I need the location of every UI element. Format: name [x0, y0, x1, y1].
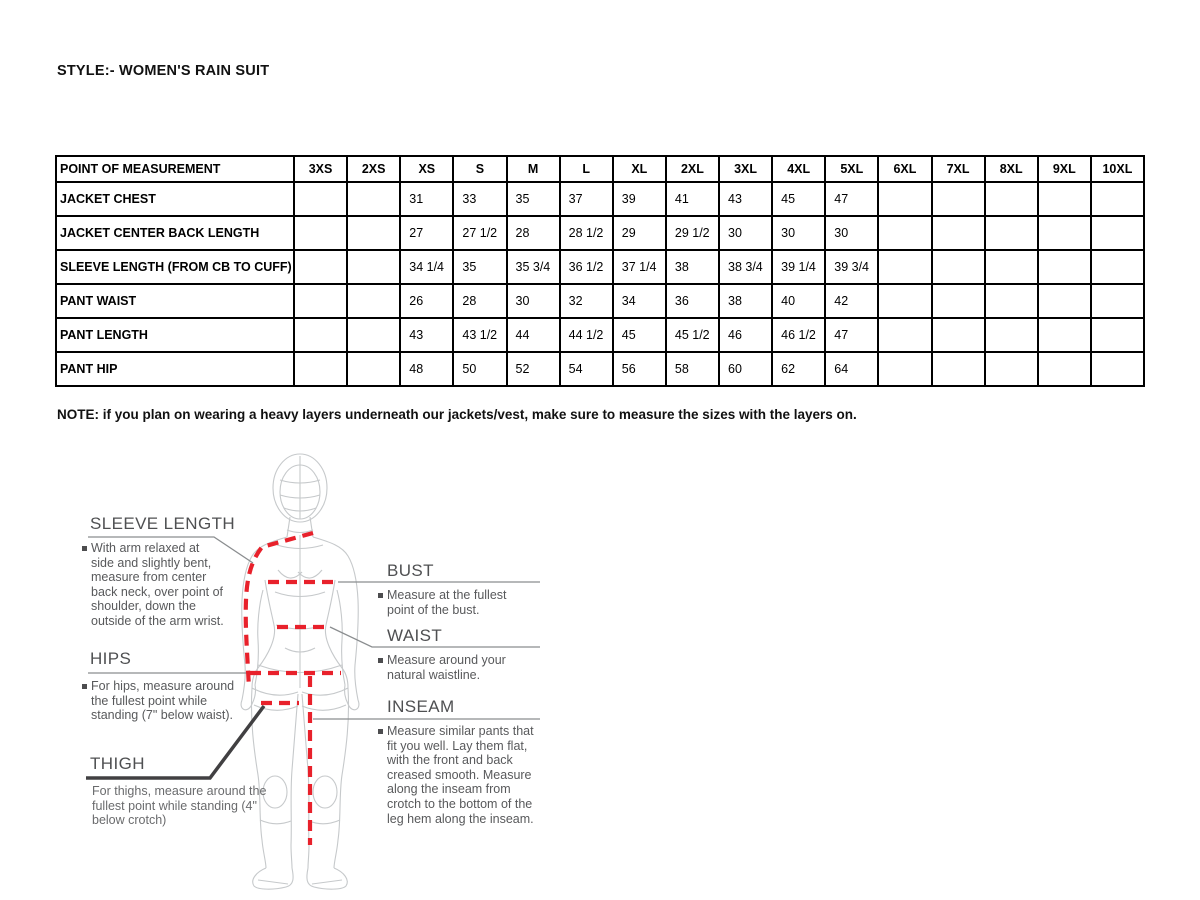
size-value-cell: 52 [507, 352, 560, 386]
size-value-cell: 56 [613, 352, 666, 386]
size-header-cell: 9XL [1038, 156, 1091, 182]
size-value-cell [1091, 352, 1144, 386]
size-value-cell: 60 [719, 352, 772, 386]
size-value-cell: 28 1/2 [560, 216, 613, 250]
size-value-cell: 47 [825, 182, 878, 216]
hips-heading: HIPS [90, 649, 132, 668]
size-value-cell: 30 [719, 216, 772, 250]
size-value-cell [878, 284, 931, 318]
bullet-square-icon [378, 593, 383, 598]
size-header-cell: 10XL [1091, 156, 1144, 182]
size-value-cell: 35 3/4 [507, 250, 560, 284]
size-value-cell [294, 352, 347, 386]
thigh-heading: THIGH [90, 754, 145, 773]
size-value-cell [878, 250, 931, 284]
thigh-description: For thighs, measure around the fullest point while standing (4" below crotch) [92, 784, 267, 828]
size-header-cell: 5XL [825, 156, 878, 182]
waist-description: Measure around your natural waistline. [378, 653, 530, 682]
row-label: SLEEVE LENGTH (FROM CB TO CUFF) [56, 250, 294, 284]
size-header-cell: 4XL [772, 156, 825, 182]
size-value-cell [347, 250, 400, 284]
size-value-cell: 29 1/2 [666, 216, 719, 250]
size-header-cell: L [560, 156, 613, 182]
size-value-cell [1091, 182, 1144, 216]
bullet-square-icon [82, 546, 87, 551]
size-value-cell: 58 [666, 352, 719, 386]
size-value-cell: 33 [453, 182, 506, 216]
size-header-cell: XL [613, 156, 666, 182]
size-value-cell: 30 [507, 284, 560, 318]
size-value-cell [347, 352, 400, 386]
size-value-cell [294, 250, 347, 284]
size-value-cell [932, 216, 985, 250]
table-row [56, 284, 1144, 318]
size-value-cell [1038, 352, 1091, 386]
size-value-cell: 45 [772, 182, 825, 216]
size-value-cell [985, 182, 1038, 216]
size-value-cell: 34 1/4 [400, 250, 453, 284]
row-label: JACKET CENTER BACK LENGTH [56, 216, 294, 250]
hips-description: For hips, measure around the fullest point while standing (7" below waist). [82, 679, 244, 723]
measurement-guide [0, 440, 700, 900]
size-value-cell [1038, 318, 1091, 352]
size-value-cell: 35 [453, 250, 506, 284]
size-value-cell [932, 318, 985, 352]
size-header-cell: 2XS [347, 156, 400, 182]
size-value-cell: 38 [666, 250, 719, 284]
size-value-cell [985, 352, 1038, 386]
size-value-cell [878, 216, 931, 250]
size-value-cell: 26 [400, 284, 453, 318]
inseam-heading: INSEAM [387, 697, 455, 716]
size-value-cell: 39 1/4 [772, 250, 825, 284]
size-value-cell [294, 216, 347, 250]
pom-header-cell: POINT OF MEASUREMENT [56, 156, 294, 182]
row-label: PANT HIP [56, 352, 294, 386]
size-value-cell [347, 318, 400, 352]
size-value-cell: 64 [825, 352, 878, 386]
size-value-cell [932, 284, 985, 318]
size-header-cell: 2XL [666, 156, 719, 182]
note-text: NOTE: if you plan on wearing a heavy layers underneath our jackets/vest, make sure to measure the sizes with the layers on. [57, 407, 857, 422]
size-header-cell: 3XL [719, 156, 772, 182]
size-value-cell [932, 182, 985, 216]
size-value-cell: 36 [666, 284, 719, 318]
size-value-cell: 28 [453, 284, 506, 318]
size-value-cell [294, 318, 347, 352]
size-value-cell [1091, 318, 1144, 352]
size-value-cell [294, 182, 347, 216]
sleeve-measure-line [246, 533, 313, 688]
size-value-cell: 37 1/4 [613, 250, 666, 284]
size-table [55, 155, 1145, 387]
table-row [56, 216, 1144, 250]
table-row [56, 182, 1144, 216]
size-header-cell: 7XL [932, 156, 985, 182]
size-value-cell: 45 1/2 [666, 318, 719, 352]
size-value-cell: 46 1/2 [772, 318, 825, 352]
size-value-cell [1091, 284, 1144, 318]
size-value-cell: 36 1/2 [560, 250, 613, 284]
size-value-cell [985, 250, 1038, 284]
size-header-cell: 3XS [294, 156, 347, 182]
size-value-cell: 39 3/4 [825, 250, 878, 284]
size-value-cell [878, 318, 931, 352]
size-value-cell: 31 [400, 182, 453, 216]
size-value-cell: 41 [666, 182, 719, 216]
table-row [56, 352, 1144, 386]
size-value-cell [1038, 182, 1091, 216]
size-value-cell: 29 [613, 216, 666, 250]
table-row [56, 318, 1144, 352]
size-value-cell [878, 182, 931, 216]
size-value-cell [985, 318, 1038, 352]
size-value-cell [347, 216, 400, 250]
size-value-cell: 43 [719, 182, 772, 216]
size-value-cell: 42 [825, 284, 878, 318]
size-header-cell: M [507, 156, 560, 182]
size-value-cell [1091, 250, 1144, 284]
size-value-cell: 46 [719, 318, 772, 352]
size-value-cell: 47 [825, 318, 878, 352]
size-value-cell: 50 [453, 352, 506, 386]
size-value-cell: 34 [613, 284, 666, 318]
size-value-cell: 45 [613, 318, 666, 352]
size-value-cell: 40 [772, 284, 825, 318]
bullet-square-icon [378, 729, 383, 734]
row-label: PANT LENGTH [56, 318, 294, 352]
sleeve-length-heading: SLEEVE LENGTH [90, 514, 236, 533]
size-value-cell [1091, 216, 1144, 250]
size-value-cell: 39 [613, 182, 666, 216]
page-title: STYLE:- WOMEN'S RAIN SUIT [57, 63, 270, 79]
size-value-cell: 37 [560, 182, 613, 216]
size-value-cell [1038, 250, 1091, 284]
inseam-description: Measure similar pants that fit you well. Lay them flat, with the front and back creased smooth. Measure along the inseam from crotch to the bottom of the leg hem along the inseam. [378, 724, 540, 826]
size-value-cell: 48 [400, 352, 453, 386]
size-value-cell: 27 [400, 216, 453, 250]
size-value-cell [1038, 216, 1091, 250]
size-value-cell: 44 1/2 [560, 318, 613, 352]
sleeve-length-description: With arm relaxed at side and slightly bent, measure from center back neck, over point of shoulder, down the outside of the arm wrist. [82, 541, 224, 629]
size-value-cell: 35 [507, 182, 560, 216]
figure-illustration [0, 440, 700, 900]
size-value-cell: 62 [772, 352, 825, 386]
row-label: PANT WAIST [56, 284, 294, 318]
size-value-cell: 38 [719, 284, 772, 318]
size-value-cell: 32 [560, 284, 613, 318]
waist-heading: WAIST [387, 626, 443, 645]
size-header-cell: 8XL [985, 156, 1038, 182]
bust-description: Measure at the fullest point of the bust. [378, 588, 530, 617]
size-value-cell [932, 250, 985, 284]
size-value-cell [294, 284, 347, 318]
size-value-cell [347, 182, 400, 216]
size-value-cell: 54 [560, 352, 613, 386]
size-value-cell: 27 1/2 [453, 216, 506, 250]
size-value-cell: 30 [772, 216, 825, 250]
row-label: JACKET CHEST [56, 182, 294, 216]
size-header-cell: XS [400, 156, 453, 182]
size-value-cell [347, 284, 400, 318]
size-value-cell [878, 352, 931, 386]
bullet-square-icon [378, 658, 383, 663]
size-value-cell: 28 [507, 216, 560, 250]
table-row [56, 250, 1144, 284]
size-value-cell [932, 352, 985, 386]
size-value-cell: 43 [400, 318, 453, 352]
size-table-body [56, 182, 1144, 386]
size-value-cell [985, 216, 1038, 250]
size-value-cell: 43 1/2 [453, 318, 506, 352]
size-value-cell [985, 284, 1038, 318]
size-value-cell: 44 [507, 318, 560, 352]
size-header-cell: 6XL [878, 156, 931, 182]
size-table-header-row [56, 156, 1144, 182]
bust-heading: BUST [387, 561, 434, 580]
bullet-square-icon [82, 684, 87, 689]
size-value-cell: 38 3/4 [719, 250, 772, 284]
size-value-cell [1038, 284, 1091, 318]
size-value-cell: 30 [825, 216, 878, 250]
size-header-cell: S [453, 156, 506, 182]
